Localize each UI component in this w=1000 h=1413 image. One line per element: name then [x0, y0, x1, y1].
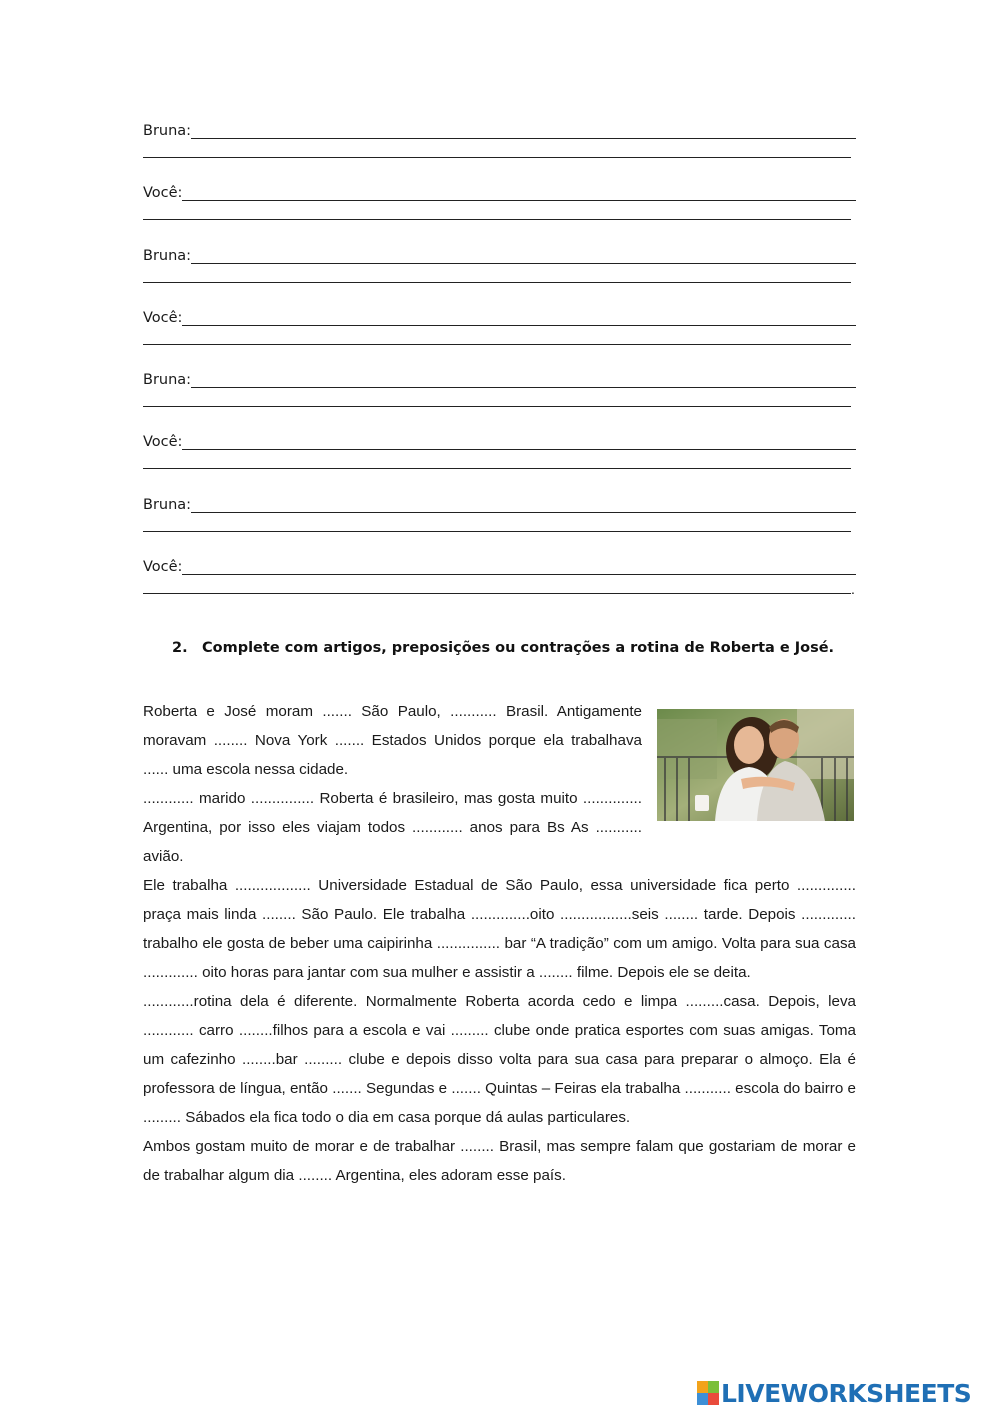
speaker-label: Você:	[143, 309, 183, 326]
exercise-title	[172, 640, 834, 656]
answer-line[interactable]	[143, 219, 851, 220]
speaker-label: Você:	[143, 434, 183, 451]
answer-line[interactable]	[143, 157, 851, 158]
answer-line[interactable]	[182, 307, 856, 326]
answer-line[interactable]	[143, 531, 851, 532]
dialogue-turn	[143, 118, 856, 180]
paragraph: ............rotina dela é diferente. Normalmente Roberta acorda cedo e limpa .........casa. Depois, leva ............ carro ........filhos para a escola e vai ......... clube onde pratica esportes com suas amigas. Toma um cafezinho ........bar ......... clube e depois disso volta para sua casa para preparar o almoço. Ela é professora de língua, então ....... Segundas e ....... Quintas – Feiras ela trabalha ........... escola do bairro e ......... Sábados ela fica todo o dia em casa porque dá aulas particulares.	[143, 993, 856, 1126]
paragraph: Roberta e José moram ....... São Paulo, ........... Brasil. Antigamente moravam ........ Nova York ....... Estados Unidos porque ela trabalhava ...... uma escola nessa cidade.	[143, 703, 642, 778]
couple-photo	[657, 709, 854, 821]
speaker-label: Você:	[143, 559, 183, 576]
final-period: .	[851, 581, 855, 598]
exercise-number: 2.	[172, 640, 188, 656]
answer-line[interactable]	[191, 494, 856, 513]
answer-line[interactable]	[191, 245, 856, 264]
speaker-label: Bruna:	[143, 372, 192, 389]
answer-line[interactable]	[191, 369, 856, 388]
answer-line[interactable]	[143, 593, 851, 594]
logo-square	[697, 1381, 708, 1393]
logo-square	[708, 1381, 719, 1393]
answer-line[interactable]	[143, 406, 851, 407]
text-full-width	[143, 871, 856, 1190]
answer-line[interactable]	[191, 120, 856, 139]
logo-square	[708, 1393, 719, 1405]
speaker-label: Bruna:	[143, 123, 192, 139]
paragraph: ............ marido ............... Roberta é brasileiro, mas gosta muito .............. Argentina, por isso eles viajam todos ............ anos para Bs As ........... avião.	[143, 790, 642, 865]
answer-line[interactable]	[143, 344, 851, 345]
text-beside-photo	[143, 697, 642, 871]
dialogue-turn	[143, 243, 856, 305]
answer-line[interactable]	[182, 431, 856, 450]
speaker-label: Bruna:	[143, 247, 192, 264]
answer-line[interactable]	[182, 182, 856, 201]
speaker-label: Bruna:	[143, 496, 192, 513]
dialogue-turn	[143, 429, 856, 491]
dialogue-turn	[143, 305, 856, 367]
dialogue-section	[143, 118, 856, 616]
logo-text: LIVEWORKSHEETS	[721, 1378, 972, 1408]
logo-grid-icon	[697, 1381, 719, 1405]
paragraph: Ambos gostam muito de morar e de trabalhar ........ Brasil, mas sempre falam que gostariam de morar e de trabalhar algum dia ........ Argentina, eles adoram esse país.	[143, 1138, 856, 1184]
dialogue-turn	[143, 180, 856, 242]
liveworksheets-logo[interactable]	[697, 1377, 993, 1409]
exercise-instruction: Complete com artigos, preposições ou contrações a rotina de Roberta e José.	[202, 640, 835, 656]
answer-line[interactable]	[182, 556, 856, 575]
answer-line[interactable]	[143, 282, 851, 283]
paragraph: Ele trabalha .................. Universidade Estadual de São Paulo, essa universidade fica perto .............. praça mais linda ........ São Paulo. Ele trabalha ..............oito .................seis ........ tarde. Depois ............. trabalho ele gosta de beber uma caipirinha ............... bar “A tradição” com um amigo. Volta para sua casa ............. oito horas para jantar com sua mulher e assistir a ........ filme. Depois ele se deita.	[143, 877, 856, 981]
dialogue-turn	[143, 492, 856, 554]
logo-square	[697, 1393, 708, 1405]
speaker-label: Você:	[143, 185, 183, 202]
dialogue-turn	[143, 554, 856, 616]
answer-line[interactable]	[143, 468, 851, 469]
dialogue-turn	[143, 367, 856, 429]
